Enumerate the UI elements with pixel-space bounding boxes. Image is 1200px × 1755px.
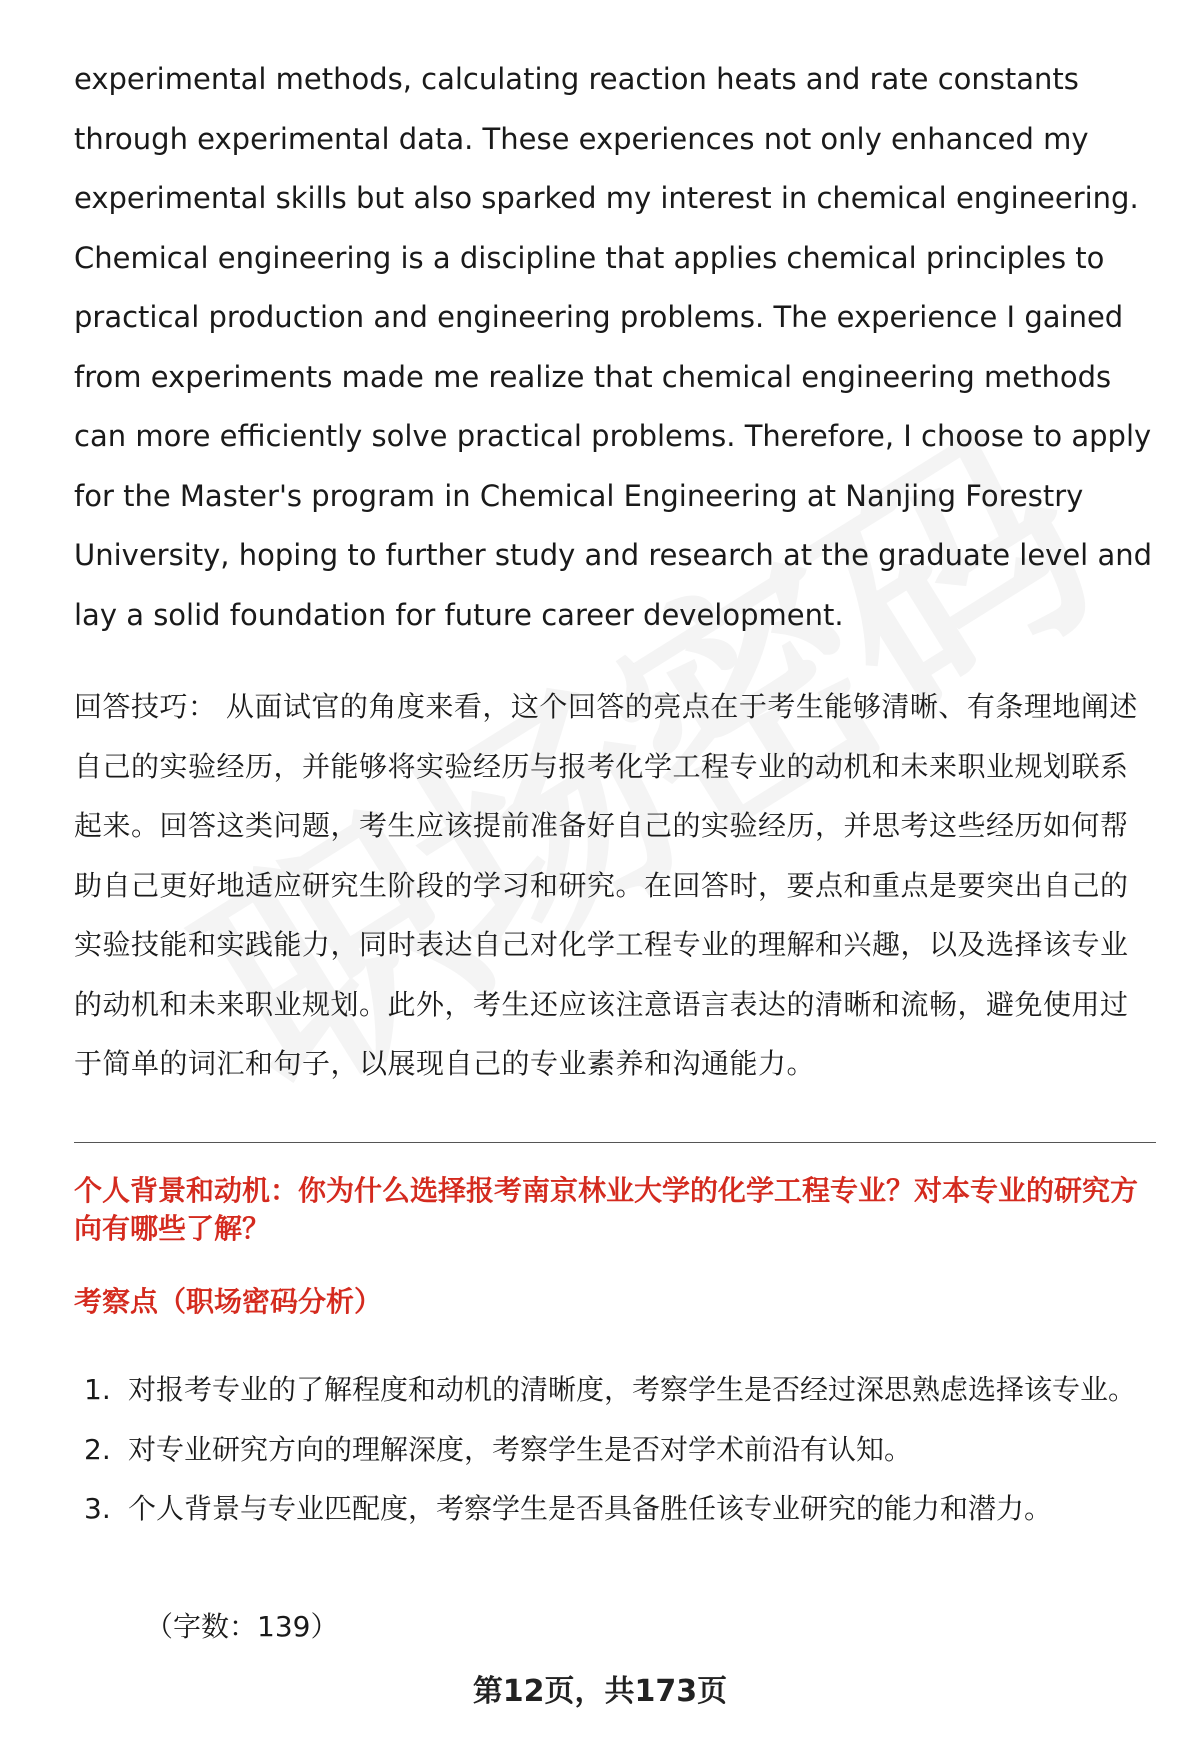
list-item-number: 1. (84, 1373, 111, 1406)
answer-tips-paragraph: 回答技巧： 从面试官的角度来看，这个回答的亮点在于考生能够清晰、有条理地阐述自己的实验经历，并能够将实验经历与报考化学工程专业的动机和未来职业规划联系起来。回答这类问题，考生应该提前准备好自己的实验经历，并思考这些经历如何帮助自己更好地适应研究生阶段的学习和研究。在回答时，要点和重点是要突出自己的实验技能和实践能力，同时表达自己对化学工程专业的理解和兴趣，以及选择该专业的动机和未来职业规划。此外，考生还应该注意语言表达的清晰和流畅，避免使用过于简单的词汇和句子，以展现自己的专业素养和沟通能力。 (74, 690, 1138, 1080)
list-item-number: 2. (84, 1432, 111, 1466)
question-heading: 个人背景和动机：你为什么选择报考南京林业大学的化学工程专业？对本专业的研究方向有哪些了解？ (74, 1174, 1139, 1245)
word-count: （字数：139） (145, 1610, 339, 1643)
list-item-text: 对专业研究方向的理解深度，考察学生是否对学术前沿有认知。 (128, 1432, 913, 1466)
list-item (84, 1420, 1156, 1480)
list-item (84, 1479, 1156, 1539)
assessment-points-heading: 考察点（职场密码分析） (74, 1285, 383, 1318)
list-item-text: 个人背景与专业匹配度，考察学生是否具备胜任该专业研究的能力和潜力。 (128, 1492, 1053, 1525)
list-item (84, 1360, 1156, 1420)
page-number-footer: 第12页，共173页 (472, 1674, 728, 1709)
list-item-number: 3. (84, 1492, 111, 1525)
assessment-points-list (84, 1360, 1156, 1539)
section-divider (74, 1142, 1156, 1143)
list-item-text: 对报考专业的了解程度和动机的清晰度，考察学生是否经过深思熟虑选择该专业。 (128, 1373, 1137, 1406)
english-answer-paragraph: experimental methods, calculating reaction heats and rate constants through experimental data. These experiences not only enhanced my experimental skills but also sparked my interest in chemical engineering. Chemical engineering is a discipline that applies chemical principles to practical production and engineering problems. The experience I gained from experiments made me realize that chemical engineering methods can more efficiently solve practical problems. Therefore, I choose to apply for the Master's program in Chemical Engineering at Nanjing Forestry University, hoping to further study and research at the graduate level and lay a solid foundation for future career development. (74, 62, 1152, 632)
